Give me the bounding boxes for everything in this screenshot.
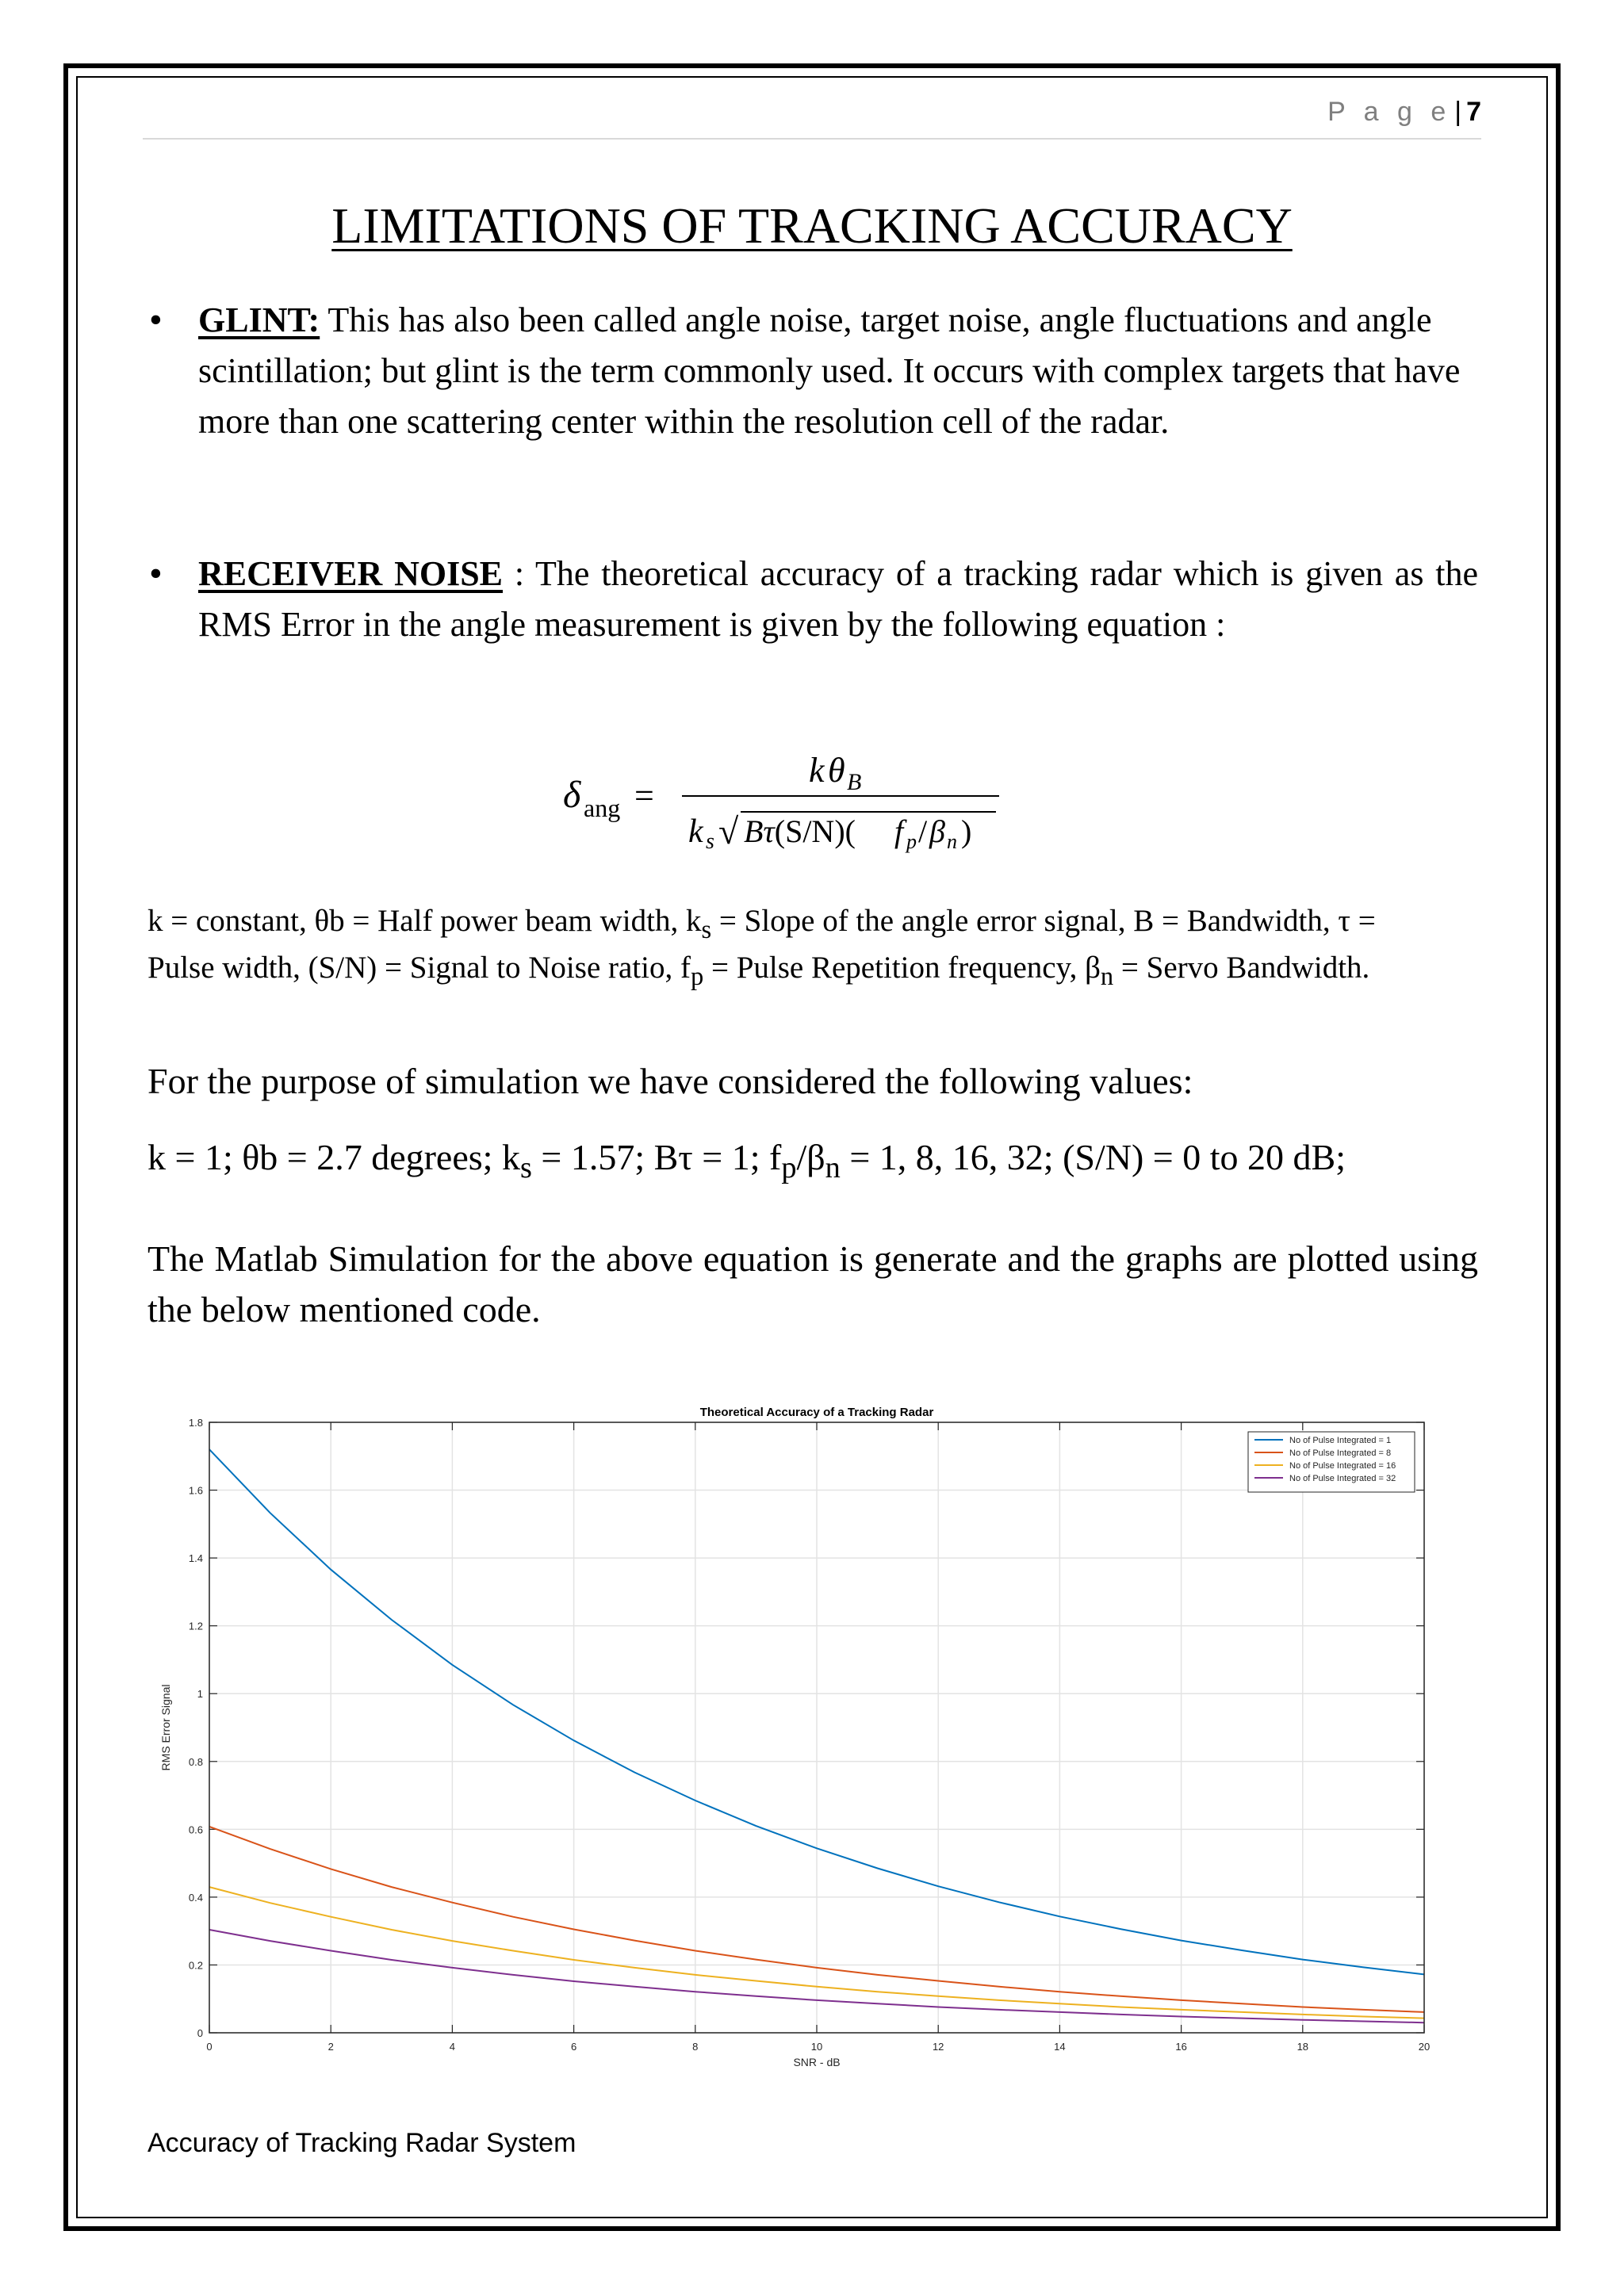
y-axis-label: RMS Error Signal — [159, 1684, 172, 1771]
chart-title: Theoretical Accuracy of a Tracking Radar — [699, 1406, 934, 1419]
glint-term: GLINT: — [198, 300, 320, 339]
simulation-intro: For the purpose of simulation we have considered the following values: — [147, 1061, 1193, 1101]
def-text: k = constant, θb = Half power beam width, k — [147, 904, 702, 938]
y-tick-label: 1.2 — [188, 1620, 203, 1632]
def-subscript: n — [1100, 962, 1114, 991]
y-tick-label: 0.8 — [188, 1755, 203, 1768]
page-title: LIMITATIONS OF TRACKING ACCURACY — [331, 197, 1293, 254]
receiver-noise-term: RECEIVER NOISE — [198, 554, 504, 593]
x-tick-label: 16 — [1175, 2041, 1187, 2053]
eq-den-f: f — [894, 813, 904, 849]
eq-num-k: k — [809, 751, 825, 790]
x-axis-label: SNR - dB — [793, 2056, 841, 2068]
legend-label-4: No of Pulse Integrated = 32 — [1289, 1474, 1396, 1483]
eq-den-close: ) — [961, 813, 972, 849]
x-tick-label: 2 — [327, 2041, 334, 2053]
eq-den-beta: β — [929, 813, 945, 849]
def-text: = Pulse Repetition frequency, β — [703, 950, 1101, 985]
y-tick-label: 1.8 — [188, 1417, 203, 1429]
definitions-line-2 — [147, 949, 1478, 996]
def-text: = Servo Bandwidth. — [1113, 950, 1370, 985]
def-subscript: s — [701, 915, 712, 944]
definitions-line-1 — [147, 902, 1478, 949]
page-label: P a g e — [1327, 97, 1452, 127]
simulation-description: The Matlab Simulation for the above equation is generate and the graphs are plotted using the below mentioned code. — [147, 1238, 1478, 1330]
y-tick-label: 0.4 — [188, 1891, 203, 1904]
glint-text: This has also been called angle noise, target noise, angle fluctuations and angle scintillation; but glint is the term commonly used. It occurs with complex targets that have more than one scattering center within the resolution cell of the radar. — [198, 300, 1461, 441]
eq-num-sub: B — [847, 769, 862, 795]
bullet-glint — [198, 295, 1478, 498]
sim-text: k = 1; θb = 2.7 degrees; k — [147, 1137, 520, 1177]
def-text: = Slope of the angle error signal, B = Bandwidth, τ = — [711, 904, 1376, 938]
x-tick-label: 8 — [692, 2041, 699, 2053]
eq-den-slash: / — [918, 813, 928, 849]
def-subscript: p — [690, 962, 704, 991]
x-tick-label: 12 — [932, 2041, 944, 2053]
x-tick-label: 20 — [1418, 2041, 1431, 2053]
x-tick-label: 10 — [810, 2041, 823, 2053]
sim-text: = 1.57; Bτ = 1; f — [531, 1137, 782, 1177]
page-footer: Accuracy of Tracking Radar System — [147, 2128, 576, 2158]
sim-text: = 1, 8, 16, 32; (S/N) = 0 to 20 dB; — [840, 1137, 1346, 1177]
variable-definitions — [147, 902, 1478, 996]
receiver-noise-text: : The theoretical accuracy of a tracking radar which is given as the RMS Error in the angle measurement is given by the following equation : — [198, 554, 1478, 644]
sim-subscript: s — [519, 1151, 532, 1185]
y-tick-label: 1 — [197, 1688, 203, 1701]
rms-error-chart — [159, 1402, 1459, 2076]
sim-text: /β — [796, 1137, 825, 1177]
sim-subscript: p — [781, 1151, 797, 1185]
x-tick-label: 14 — [1054, 2041, 1066, 2053]
y-tick-label: 0.6 — [188, 1823, 203, 1836]
eq-den-sqrt: √ — [718, 811, 739, 851]
y-tick-label: 1.6 — [188, 1484, 203, 1497]
legend-label-1: No of Pulse Integrated = 1 — [1289, 1436, 1392, 1445]
y-tick-label: 0 — [197, 2027, 203, 2039]
sim-subscript: n — [825, 1151, 841, 1185]
def-text: Pulse width, (S/N) = Signal to Noise ratio, f — [147, 950, 691, 985]
eq-delta-sub: ang — [584, 794, 621, 822]
legend-label-2: No of Pulse Integrated = 8 — [1289, 1448, 1392, 1458]
eq-den-f-sub: p — [906, 830, 917, 853]
eq-num-theta: θ — [828, 751, 845, 790]
page-header — [143, 97, 1481, 140]
bullet-receiver-noise — [198, 549, 1478, 650]
x-tick-label: 4 — [449, 2041, 456, 2053]
x-tick-label: 6 — [570, 2041, 577, 2053]
eq-den-k-sub: s — [706, 829, 714, 854]
eq-den-k: k — [688, 813, 703, 850]
eq-den-inside: Bτ(S/N)( — [744, 813, 856, 849]
eq-delta: δ — [563, 774, 581, 816]
bullet-list — [198, 295, 1478, 650]
y-tick-label: 0.2 — [188, 1959, 203, 1972]
y-tick-label: 1.4 — [188, 1552, 203, 1565]
rms-error-equation — [555, 744, 1031, 855]
page-separator: | — [1454, 97, 1462, 127]
simulation-values — [147, 1132, 1478, 1193]
x-tick-label: 0 — [206, 2041, 213, 2053]
x-tick-label: 18 — [1297, 2041, 1309, 2053]
legend-label-3: No of Pulse Integrated = 16 — [1289, 1461, 1396, 1471]
page-number: 7 — [1466, 97, 1481, 127]
page-title-container — [0, 197, 1624, 255]
eq-equals: = — [634, 776, 654, 815]
eq-den-beta-sub: n — [947, 830, 957, 853]
